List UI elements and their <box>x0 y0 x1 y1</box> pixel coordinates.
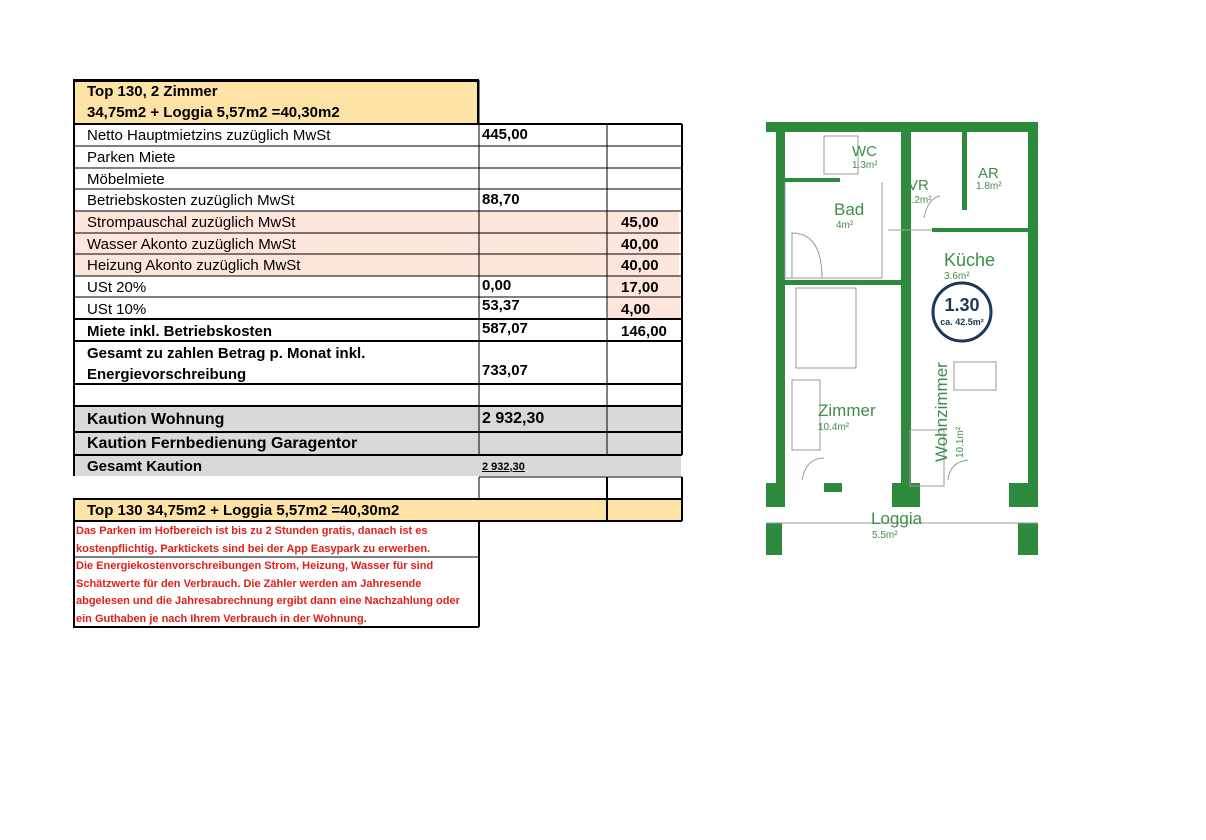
row-label-rent-incl: Miete inkl. Betriebskosten <box>87 323 273 340</box>
row-label-heating: Heizung Akonto zuzüglich MwSt <box>87 257 301 274</box>
room-area-vr: 3.2m² <box>906 195 932 206</box>
total-value: 733,07 <box>482 362 528 379</box>
energy-note-line: Schätzwerte für den Verbrauch. Die Zähler werden am Jahresende <box>76 577 422 590</box>
row-value-operating-costs: 88,70 <box>482 191 520 208</box>
deposit-garage-label: Kaution Fernbedienung Garagentor <box>87 435 358 452</box>
row-extra-electricity: 45,00 <box>621 214 659 231</box>
row-label-water: Wasser Akonto zuzüglich MwSt <box>87 236 296 253</box>
unit-badge <box>933 283 991 341</box>
parking-note <box>74 523 479 558</box>
row-value-rent-incl: 587,07 <box>482 320 528 337</box>
energy-note-line: Die Energiekostenvorschreibungen Strom, Heizung, Wasser für sind <box>76 560 434 572</box>
floor-plan <box>762 118 1042 560</box>
room-area-ar: 1.8m² <box>976 181 1002 192</box>
deposit-apartment-label: Kaution Wohnung <box>87 411 225 428</box>
row-value-rent: 445,00 <box>482 126 528 143</box>
parking-note-line: Das Parken im Hofbereich ist bis zu 2 Stunden gratis, danach ist es <box>76 525 428 537</box>
row-extra-water: 40,00 <box>621 236 659 253</box>
room-name-wc: WC <box>852 143 877 160</box>
room-name-vr: VR <box>908 177 929 194</box>
room-name-zimmer: Zimmer <box>818 401 876 420</box>
deposit-total-label: Gesamt Kaution <box>87 458 203 475</box>
total-label-line1: Gesamt zu zahlen Betrag p. Monat inkl. <box>87 345 366 362</box>
row-label-electricity: Strompauschal zuzüglich MwSt <box>87 214 296 231</box>
room-area-wohnzimmer: 10.1m² <box>955 426 966 458</box>
room-name-kueche: Küche <box>944 250 996 270</box>
row-extra-vat20: 17,00 <box>621 279 659 296</box>
deposit-apartment-value: 2 932,30 <box>482 410 545 427</box>
deposit-total-value: 2 932,30 <box>482 461 525 473</box>
row-extra-heating: 40,00 <box>621 257 659 274</box>
parking-note-line: kostenpflichtig. Parktickets sind bei der App Easypark zu erwerben. <box>76 542 431 555</box>
room-name-wohnzimmer: Wohnzimmer <box>932 362 951 462</box>
header-title: Top 130, 2 Zimmer <box>87 83 218 100</box>
row-extra-rent-incl: 146,00 <box>621 323 667 340</box>
energy-note-line: abgelesen und die Jahresabrechnung ergibt dann eine Nachzahlung oder <box>76 595 460 607</box>
energy-note <box>74 558 479 628</box>
room-area-loggia: 5.5m² <box>872 530 898 541</box>
header-area: 34,75m2 + Loggia 5,57m2 =40,30m2 <box>87 104 340 121</box>
unit-area: ca. 42.5m² <box>940 317 984 327</box>
room-name-ar: AR <box>978 165 999 182</box>
room-name-loggia: Loggia <box>871 509 923 528</box>
summary-bar-text: Top 130 34,75m2 + Loggia 5,57m2 =40,30m2 <box>87 502 400 519</box>
room-area-bad: 4m² <box>836 220 854 231</box>
row-extra-vat10: 4,00 <box>621 301 651 318</box>
room-area-zimmer: 10.4m² <box>818 422 850 433</box>
row-label-vat20: USt 20% <box>87 279 147 296</box>
total-label-line2: Energievorschreibung <box>87 366 247 383</box>
row-label-parking: Parken Miete <box>87 149 176 166</box>
room-area-kueche: 3.6m² <box>944 271 970 282</box>
row-value-vat20: 0,00 <box>482 277 512 294</box>
room-name-bad: Bad <box>834 200 865 219</box>
energy-note-line: ein Guthaben je nach Ihrem Verbrauch in der Wohnung. <box>76 612 367 625</box>
unit-number: 1.30 <box>944 295 980 315</box>
row-label-vat10: USt 10% <box>87 301 147 318</box>
row-label-operating-costs: Betriebskosten zuzüglich MwSt <box>87 192 295 209</box>
row-label-rent: Netto Hauptmietzins zuzüglich MwSt <box>87 127 331 144</box>
row-label-furniture: Möbelmiete <box>87 171 165 188</box>
row-value-vat10: 53,37 <box>482 297 520 314</box>
room-area-wc: 1.3m² <box>852 160 878 171</box>
